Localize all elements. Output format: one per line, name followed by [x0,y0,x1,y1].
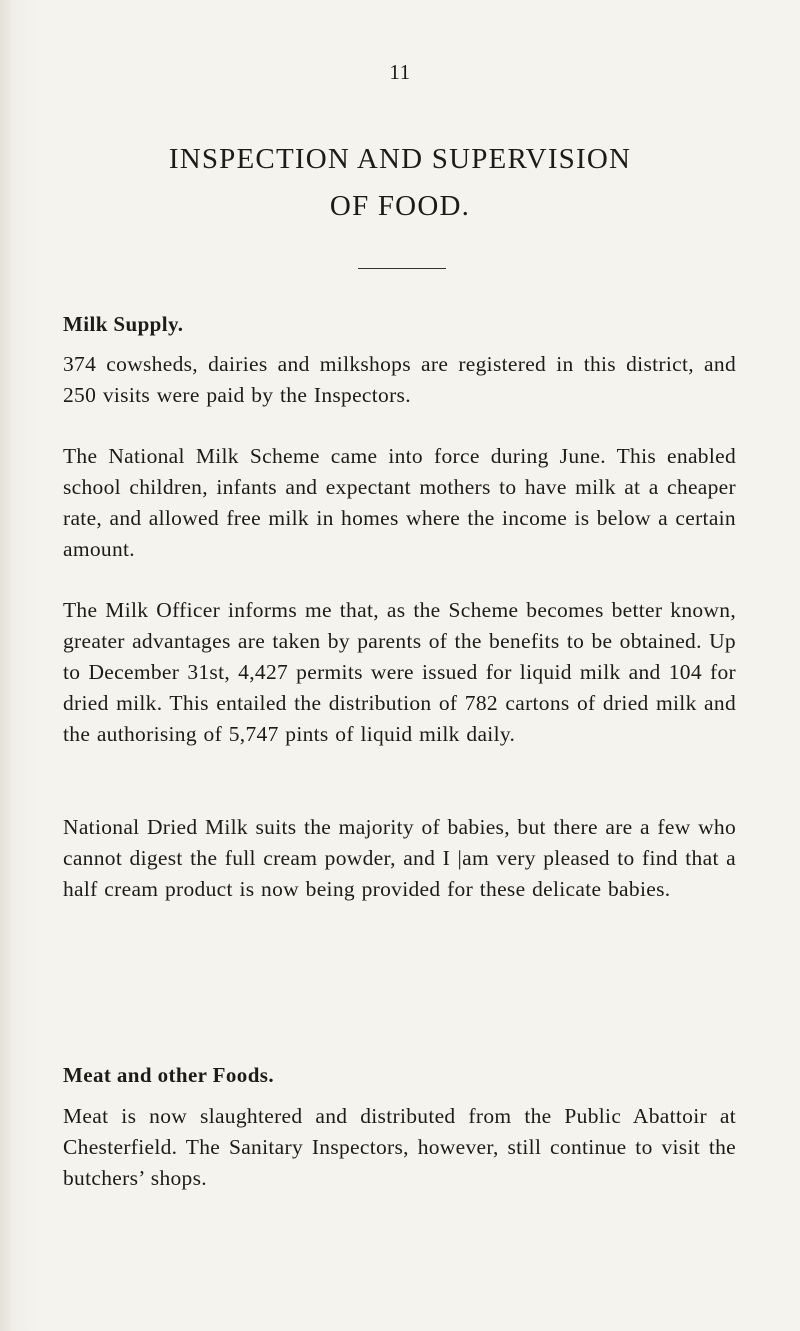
page-title-line-1: INSPECTION AND SUPERVISION [168,143,632,175]
paragraph-milk-officer-report: The Milk Officer informs me that, as the Scheme becomes better known, greater advantages are taken by parents of the benefits to be obtained. Up to December 31st, 4,427 permits were issued for liquid milk and 104 for dried milk. This entailed the distribution of 782 cartons of dried milk and the authorising of 5,747 pints of liquid milk daily. [63,598,736,746]
page-number: 11 [389,60,411,84]
title-divider [358,268,446,269]
section-title-milk-supply: Milk Supply. [63,312,184,336]
paragraph-milk-registrations: 374 cowsheds, dairies and milkshops are registered in this district, and 250 visits were paid by the Inspectors. [63,352,736,407]
page-title [0,136,800,230]
section-title-meat-foods: Meat and other Foods. [63,1063,275,1087]
paragraph-meat-abattoir: Meat is now slaughtered and distributed from the Public Abattoir at Chesterfield. The Sanitary Inspectors, however, still continue to visit the butchers’ shops. [63,1104,736,1190]
paragraph-national-dried-milk: National Dried Milk suits the majority of babies, but there are a few who cannot digest the full cream powder, and I |am very pleased to find that a half cream product is now being provided for these delicate babies. [63,815,736,901]
page-title-line-2: OF FOOD. [329,190,471,222]
paragraph-national-milk-scheme: The National Milk Scheme came into force during June. This enabled school children, infants and expectant mothers to have milk at a cheaper rate, and allowed free milk in homes where the income is below a certain amount. [63,444,736,561]
